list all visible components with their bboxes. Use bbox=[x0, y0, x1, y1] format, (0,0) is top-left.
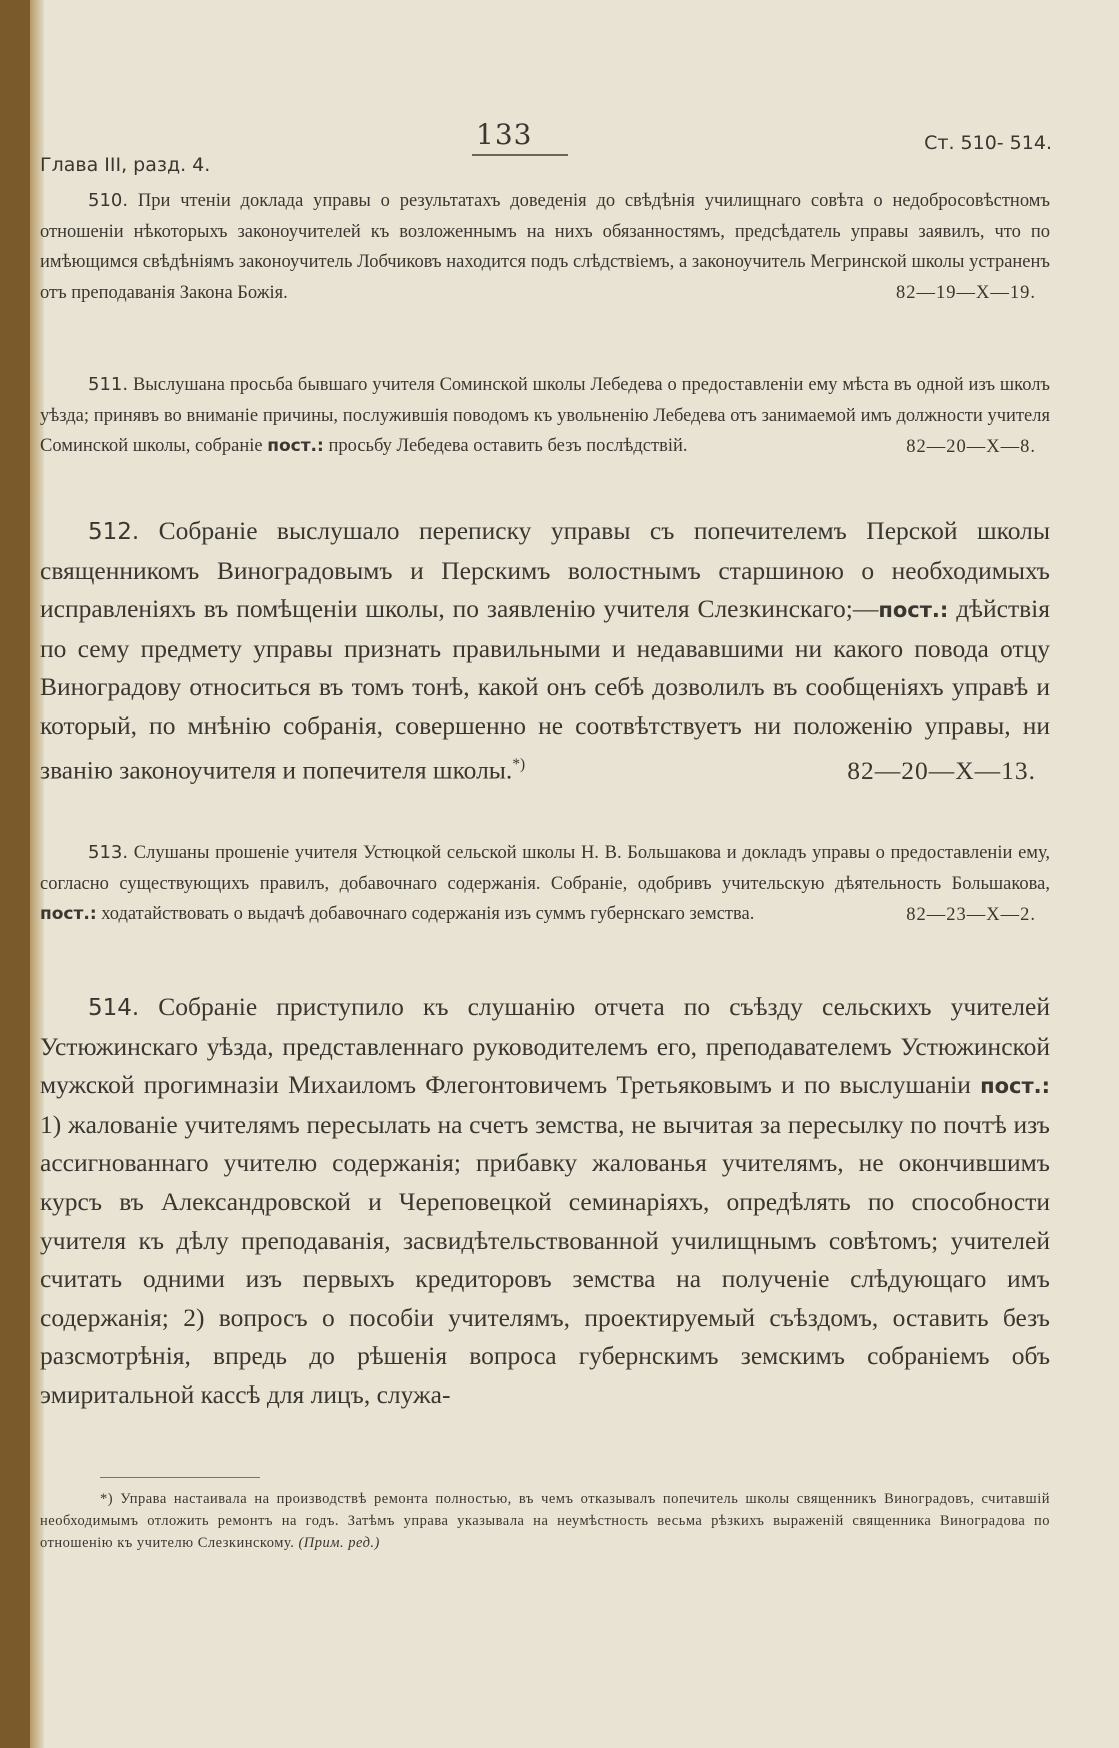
footnote-text: *) Управа настаивала на производствѣ ремонта полностью, въ чемъ отказывалъ попечитель школы священникъ Виноградовъ, считавшій необходимымъ отложить ремонтъ на годъ. Затѣмъ управа указывала на неумѣстность весьма рѣзкихъ выраженій священника Виноградова по отношенію къ учителю Слезкинскому. bbox=[40, 1491, 1050, 1551]
entry-date: 82—23—X—2. bbox=[906, 904, 1036, 925]
entry-number: 510. bbox=[88, 190, 129, 211]
entry-date: 82—20—X—8. bbox=[906, 436, 1036, 457]
entry-text: просьбу Лебедева оставить безъ послѣдствій. bbox=[328, 436, 688, 456]
entry-number: 514. bbox=[88, 995, 140, 1021]
resolution-label: пост.: bbox=[267, 436, 324, 456]
entry-date: 82—19—X—19. bbox=[896, 283, 1036, 303]
entry-text: дѣйствія по сему предмету управы признать правильными и недававшими ни какого повода отцу Виноградову относиться въ томъ тонѣ, какой онъ себѣ дозволилъ въ сообщеніяхъ управѣ и который, по мнѣнію собранія, совершенно не соотвѣтствуетъ ни положенію управы, ни званію законоучителя и попечителя школы. bbox=[40, 594, 1050, 785]
page bbox=[40, 0, 1110, 1748]
footnote-note: (Прим. ред.) bbox=[298, 1535, 380, 1551]
resolution-label: пост.: bbox=[878, 598, 949, 623]
footnote-rule bbox=[100, 1477, 260, 1478]
entry-number: 513. bbox=[88, 842, 129, 863]
page-number: 133 bbox=[476, 118, 533, 151]
column-range: Ст. 510- 514. bbox=[924, 132, 1052, 154]
entry-511 bbox=[40, 370, 1050, 462]
chapter-label: Глава III, разд. 4. bbox=[40, 154, 211, 176]
page-number-rule bbox=[472, 154, 568, 156]
entry-number: 512. bbox=[88, 519, 140, 545]
footnote-ref: *) bbox=[512, 755, 526, 773]
resolution-label: пост.: bbox=[980, 1074, 1051, 1099]
entry-513 bbox=[40, 838, 1050, 930]
entry-text: ходатайствовать о выдачѣ добавочнаго содержанія изъ суммъ губернскаго земства. bbox=[101, 904, 755, 924]
book-spine bbox=[0, 0, 30, 1748]
entry-514 bbox=[40, 988, 1050, 1415]
entry-text: 1) жалованіе учителямъ пересылать на счетъ земства, не вычитая за пересылку по почтѣ изъ ассигнованнаго учителю содержанія; прибавку жалованья учителямъ, не окончившимъ курсъ въ Александровской и Череповецкой семинаріяхъ, опредѣлять по способности учителя къ дѣлу преподаванія, засвидѣтельствованной училищнымъ совѣтомъ; учителей считать одними изъ первыхъ кредиторовъ земства на полученіе слѣдующаго имъ содержанія; 2) вопросъ о пособіи учителямъ, проектируемый съѣздомъ, оставить безъ разсмотрѣнія, впредь до рѣшенія вопроса губернскимъ земскимъ собраніемъ объ эмиритальной кассѣ для лицъ, служа- bbox=[40, 1109, 1050, 1409]
resolution-label: пост.: bbox=[40, 904, 97, 924]
entry-number: 511. bbox=[88, 374, 129, 395]
entry-text: Собраніе выслушало переписку управы съ попечителемъ Перской школы священникомъ Виноградовымъ и Перскимъ волостнымъ старшиною о необходимыхъ исправленіяхъ въ помѣщеніи школы, по заявленію учителя Слезкинскаго;— bbox=[40, 516, 1051, 624]
entry-date: 82—20—X—13. bbox=[847, 755, 1036, 785]
entry-text: Слушаны прошеніе учителя Устюцкой сельской школы Н. В. Большакова и докладъ управы о предоставленіи ему, согласно существующихъ правилъ, добавочнаго содержанія. Собраніе, одобривъ учительскую дѣятельность Большакова, bbox=[40, 843, 1051, 894]
entry-512 bbox=[40, 512, 1050, 790]
entry-510 bbox=[40, 186, 1050, 309]
entry-text: Собраніе приступило къ слушанію отчета по съѣзду сельскихъ учителей Устюжинскаго уѣзда, представленнаго руководителемъ его, преподавателемъ Устюжинской мужской прогимназіи Михаиломъ Флегонтовичемъ Третьяковымъ и по выслушаніи bbox=[40, 992, 1050, 1100]
footnote bbox=[40, 1488, 1050, 1554]
entry-text: При чтеніи доклада управы о результатахъ доведенія до свѣдѣнія училищнаго совѣта о недобросовѣстномъ отношеніи нѣкоторыхъ законоучителей къ возложеннымъ на нихъ обязанностямъ, предсѣдатель управы заявилъ, что по имѣющимся свѣдѣніямъ законоучитель Лобчиковъ находится подъ слѣдствіемъ, а законоучитель Мегринской школы устраненъ отъ преподаванія Закона Божія. bbox=[40, 191, 1050, 303]
entry-text: Выслушана просьба бывшаго учителя Соминской школы Лебедева о предоставленіи ему мѣста въ одной изъ школъ уѣзда; принявъ во вниманіе причины, послужившія поводомъ къ увольненію Лебедева отъ занимаемой имъ должности учителя Соминской школы, собраніе bbox=[40, 375, 1050, 456]
page-header bbox=[40, 118, 1080, 178]
